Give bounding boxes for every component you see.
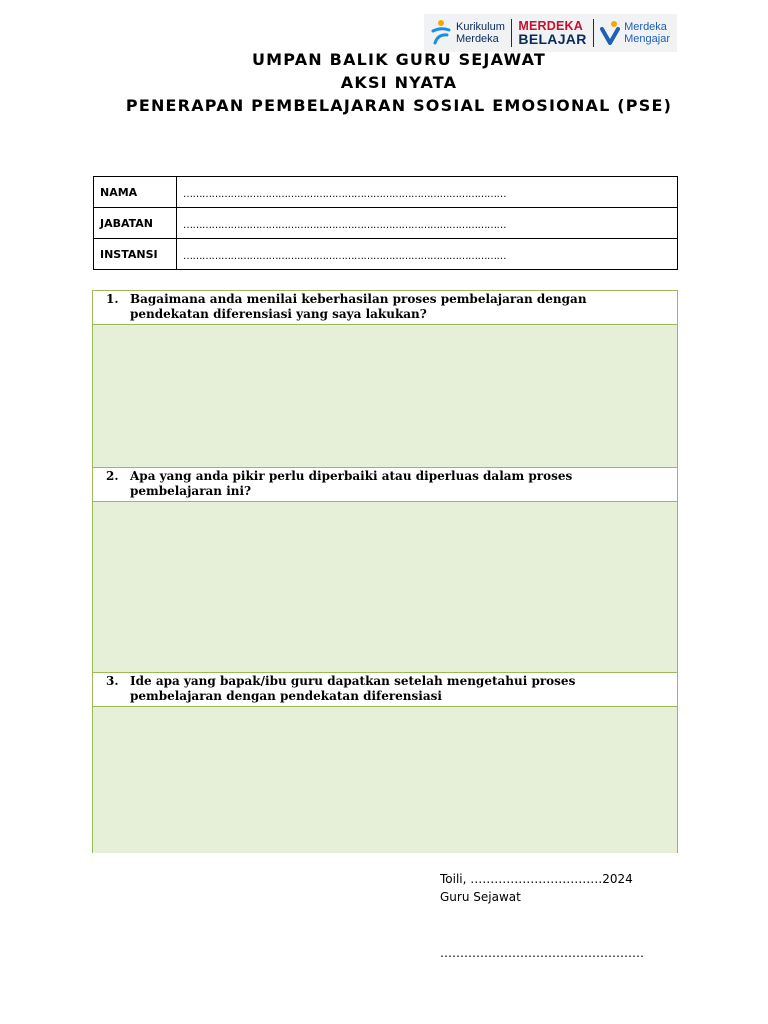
- question-text: Ide apa yang bapak/ibu guru dapatkan setelah mengetahui proses pembelajaran dengan pendekatan diferensiasi: [130, 674, 576, 703]
- question-text: Bagaimana anda menilai keberhasilan proses pembelajaran dengan pendekatan diferensiasi yang saya lakukan?: [130, 292, 587, 321]
- identity-label: INSTANSI: [94, 239, 177, 270]
- question-block-1: [92, 290, 678, 468]
- logo-separator: [593, 19, 595, 47]
- merdeka-belajar-line2: BELAJAR: [518, 31, 587, 47]
- signature-place-date: Toili, ……………………………2024: [440, 872, 633, 886]
- answer-area[interactable]: [93, 707, 677, 853]
- document-title: UMPAN BALIK GURU SEJAWAT: [251, 50, 547, 69]
- question-block-3: [92, 672, 678, 853]
- document-subtitle: AKSI NYATA: [340, 73, 458, 92]
- identity-label: NAMA: [94, 177, 177, 208]
- mengajar-line1: Merdeka: [624, 21, 667, 33]
- merdeka-mengajar-mark-icon: [600, 20, 620, 46]
- identity-row-instansi: [94, 239, 678, 270]
- identity-value-field[interactable]: …………………………………………………………………………………………: [177, 239, 678, 270]
- kurikulum-text: Kurikulum: [456, 21, 505, 33]
- logo-separator: [511, 19, 513, 47]
- signature-role: Guru Sejawat: [440, 890, 521, 904]
- signature-name-line: ……………………………………………: [440, 946, 644, 960]
- identity-value-field[interactable]: …………………………………………………………………………………………: [177, 177, 678, 208]
- kurikulum-merdeka-logo: [430, 19, 505, 47]
- identity-table: [93, 176, 678, 270]
- merdeka-text: Merdeka: [456, 33, 499, 45]
- answer-area[interactable]: [93, 325, 677, 467]
- logo-strip: [424, 14, 677, 52]
- identity-label: JABATAN: [94, 208, 177, 239]
- merdeka-mengajar-logo: [600, 20, 670, 46]
- question-header: [93, 291, 677, 325]
- question-block-2: [92, 467, 678, 673]
- question-text: Apa yang anda pikir perlu diperbaiki atau diperluas dalam proses pembelajaran ini?: [130, 469, 573, 498]
- document-topic: PENERAPAN PEMBELAJARAN SOSIAL EMOSIONAL (PSE): [125, 96, 673, 115]
- question-header: [93, 468, 677, 502]
- question-header: [93, 673, 677, 707]
- question-number: 3.: [106, 674, 119, 688]
- identity-value-field[interactable]: …………………………………………………………………………………………: [177, 208, 678, 239]
- kurikulum-merdeka-mark-icon: [430, 19, 452, 47]
- question-number: 2.: [106, 469, 119, 483]
- answer-area[interactable]: [93, 502, 677, 672]
- merdeka-belajar-line1: MERDEKA: [518, 19, 584, 33]
- identity-row-nama: [94, 177, 678, 208]
- mengajar-line2: Mengajar: [624, 33, 670, 45]
- merdeka-belajar-logo: [518, 20, 586, 46]
- identity-row-jabatan: [94, 208, 678, 239]
- question-number: 1.: [106, 292, 119, 306]
